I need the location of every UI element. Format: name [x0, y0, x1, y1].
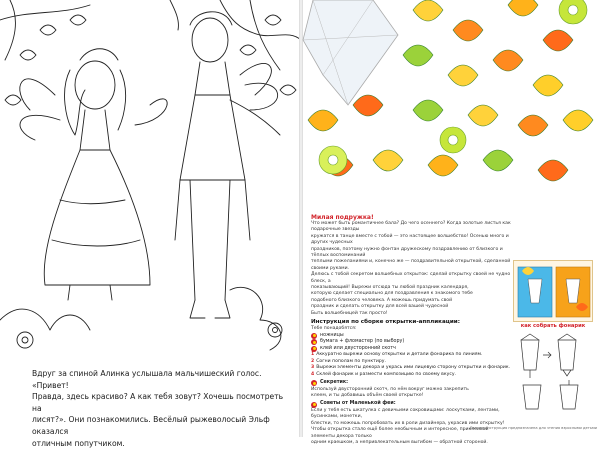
instruction-step: 2 Согни пополам по пунктиру. — [311, 358, 386, 364]
story-text — [32, 368, 294, 449]
secret-paragraph: Используй двусторонний скотч, по нём вокруг можно закрепить клеем, и ты добавишь объём своей открытке! — [311, 386, 469, 398]
material-item: клей или двусторонний скотч — [311, 346, 511, 353]
instruction-step: 4 Склей фонарик и размести композицию по своему вкусу. — [311, 371, 457, 377]
intro-line: подобного близкого человека. А можешь придумать свой — [311, 297, 453, 303]
tips-title-row: Советы от Маленькой феи: — [311, 401, 511, 408]
story-line: лисят?». Они познакомились. Весёлый рыжеволосый Эльф оказался — [32, 415, 270, 436]
secret-title-row: Секретик: — [311, 380, 511, 387]
tips-paragraph: Если у тебя есть шкатулка с девичьими сокровищами: лоскутками, лентами, бусинками, монетки, блестки, то можешь попробовать их в роли дизайнера, украсив ими открытку! Чтобы открытка стало ещё более необычным и интересное, приклеивай элементы декора только одним краешком, а непривлекательным выгибом — обратной стороной. — [311, 407, 505, 445]
greeting-heading: Милая подружка! — [311, 214, 374, 221]
material-item: ножницы — [311, 333, 511, 340]
intro-line: праздник и сделать открытку для всей вашей чудесной — [311, 304, 449, 310]
instruction-step: 3 Вырежи элементы декора и укрась ими лицевую сторону открытки и фонарик. — [311, 365, 511, 371]
lantern-assembly-title: как собрать фонарик — [520, 323, 586, 329]
story-line: Правда, здесь красиво? А как тебя зовут? Хочешь посмотреть на — [32, 392, 284, 413]
intro-line: кружатся в танце вместе с тобой — это настоящее волшебство! Осенью много и других чудесных — [311, 233, 509, 246]
lantern-net-shape — [303, 0, 398, 105]
flower-bullet-icon — [311, 333, 317, 339]
intro-line: которую сделает специально для поздравления к знакомого тебе — [311, 291, 473, 297]
lantern-assembly-diagram — [513, 330, 593, 415]
instruction-text — [311, 214, 511, 446]
flower-bullet-icon — [311, 402, 317, 408]
flower-bullet-icon — [311, 346, 317, 352]
story-line: Вдруг за спиной Алинка услышала мальчишеский голос. «Привет! — [32, 369, 262, 390]
material-item: бумага + фломастер (по выбору) — [311, 339, 511, 346]
fairy-coloring-illustration — [0, 0, 301, 370]
footnote: Данная инструкция предназначена для чтения взрослыми детьми — [469, 426, 597, 430]
intro-line: Что может быть романтичнее бала? До чего осеннего? Когда золотые листья как подарочные звезды — [311, 221, 511, 233]
intro-line: праздников, поэтому нужно фонтан дружескому поздравлению от близкого и тёплых воспоминаний — [311, 246, 503, 259]
right-page — [303, 0, 600, 445]
story-line: отличным попутчиком. — [32, 438, 125, 448]
instruction-step: 1 Аккуратно вырежи основу открытки и детали фонарика по линиям. — [311, 352, 483, 358]
flower-bullet-icon — [311, 380, 317, 386]
intro-line: теплыми пожеланиями и, конечно же — поздравительной открыткой, сделанной своими руками. — [311, 259, 511, 271]
need-label: Тебе понадобятся: — [311, 326, 357, 332]
intro-line: показывающий! Вырежи отсюда ты любой праздник календаря, — [311, 285, 469, 291]
leaf-stickers-sheet — [303, 0, 600, 215]
instructions-title: Инструкция по сборке открытки-аппликации: — [311, 319, 460, 326]
intro-line: Делюсь с тобой секретом волшебных открыток: сделай открытку своей не чудно блеск, а — [311, 272, 511, 284]
intro-paragraph — [311, 221, 511, 317]
flower-bullet-icon — [311, 339, 317, 345]
intro-line: Быть волшебницей так просто! — [311, 310, 388, 316]
example-card-photo — [513, 260, 593, 322]
